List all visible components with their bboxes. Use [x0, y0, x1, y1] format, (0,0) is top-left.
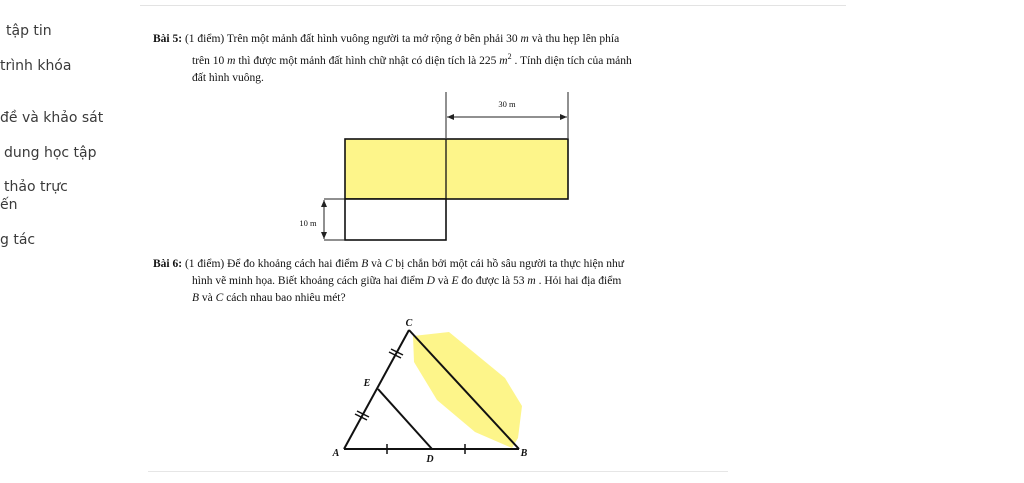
value-225: 225	[479, 54, 497, 67]
exercise-6	[153, 256, 733, 307]
unit-m-53: m	[527, 275, 536, 287]
text-square-land: đất hình vuông.	[192, 71, 264, 84]
label-point-b: B	[520, 448, 528, 459]
exercise-6-line-3	[153, 290, 733, 307]
exercise-5-title: Bài 5:	[153, 33, 183, 45]
arrow-left-icon	[447, 114, 454, 120]
var-b-2: B	[192, 292, 200, 304]
exercise-6-question-b: cách nhau bao nhiêu mét?	[226, 292, 346, 304]
text-on-top: trên	[192, 54, 210, 67]
label-point-d: D	[426, 454, 434, 465]
text-compute-area: . Tính diện tích của mảnh	[514, 54, 632, 67]
sidebar-item-course-program[interactable]: trình khóa	[0, 58, 72, 74]
exercise-6-line-1	[153, 256, 733, 273]
label-point-e: E	[363, 378, 371, 389]
var-c: C	[384, 258, 393, 270]
exercise-5-line-1	[153, 31, 733, 48]
exercise-6-title: Bài 6:	[153, 258, 183, 270]
lake-shape	[413, 332, 522, 448]
label-30m: 30 m	[498, 99, 516, 109]
label-point-c: C	[405, 318, 413, 329]
sidebar-item-interaction[interactable]: g tác	[0, 232, 36, 248]
segment-de	[378, 389, 432, 449]
extended-rectangle	[345, 139, 568, 199]
var-b: B	[361, 258, 369, 270]
var-c-2: C	[215, 292, 224, 304]
word-and: và	[371, 258, 382, 270]
sidebar-item-learning-content[interactable]: dung học tập	[4, 145, 97, 161]
exercise-5-text-tail: và thu hẹp lên phía	[531, 33, 620, 45]
exercise-6-text: (1 điểm) Để đo khoảng cách hai điểm	[184, 258, 359, 270]
exercise-5-line-2	[153, 48, 733, 70]
label-10m: 10 m	[299, 218, 317, 228]
exercise-6-question-a: . Hỏi hai địa điểm	[538, 275, 622, 287]
exercise-6-text-2: hình vẽ minh họa. Biết khoảng cách giữa hai điểm	[192, 275, 424, 287]
superscript-2: 2	[507, 52, 512, 61]
figure-5-rectangles	[290, 88, 590, 248]
unit-m2: m	[499, 54, 508, 67]
content-bottom-divider	[148, 471, 728, 472]
side-ac	[344, 330, 409, 449]
sidebar	[0, 0, 140, 483]
word-and-2: và	[437, 275, 449, 287]
sidebar-item-online-discussion-cont: ến	[0, 197, 18, 213]
value-30: 30	[506, 33, 518, 45]
unit-m: m	[520, 33, 529, 45]
exercise-6-line-2	[153, 273, 733, 290]
exercise-5	[153, 31, 733, 87]
sidebar-item-file-info[interactable]: tập tin	[6, 23, 52, 39]
exercise-5-text: (1 điểm) Trên một mảnh đất hình vuông người ta mở rộng ở bên phải	[184, 33, 504, 45]
removed-strip	[345, 199, 446, 240]
exercise-6-text-b: bị chắn bởi một cái hồ sâu người ta thực hiện như	[395, 258, 624, 270]
arrow-down-icon	[321, 232, 327, 239]
figure-6-triangle	[325, 310, 540, 470]
arrow-right-icon	[560, 114, 567, 120]
exercise-5-line-3	[153, 70, 733, 87]
value-10: 10	[212, 54, 225, 67]
exercise-6-measured: đo được là	[461, 275, 511, 287]
sidebar-item-exam-survey[interactable]: đề và khảo sát	[0, 110, 104, 126]
text-area-is: thì được một mảnh đất hình chữ nhật có diện tích là	[238, 54, 477, 67]
content-top-divider	[140, 5, 846, 6]
var-d: D	[426, 275, 435, 287]
label-point-a: A	[332, 448, 340, 459]
unit-m-2: m	[227, 54, 236, 67]
arrow-up-icon	[321, 200, 327, 207]
word-and-3: và	[201, 292, 213, 304]
value-53: 53	[513, 275, 525, 287]
var-e: E	[451, 275, 459, 287]
sidebar-item-online-discussion[interactable]: thảo trực	[4, 179, 68, 195]
